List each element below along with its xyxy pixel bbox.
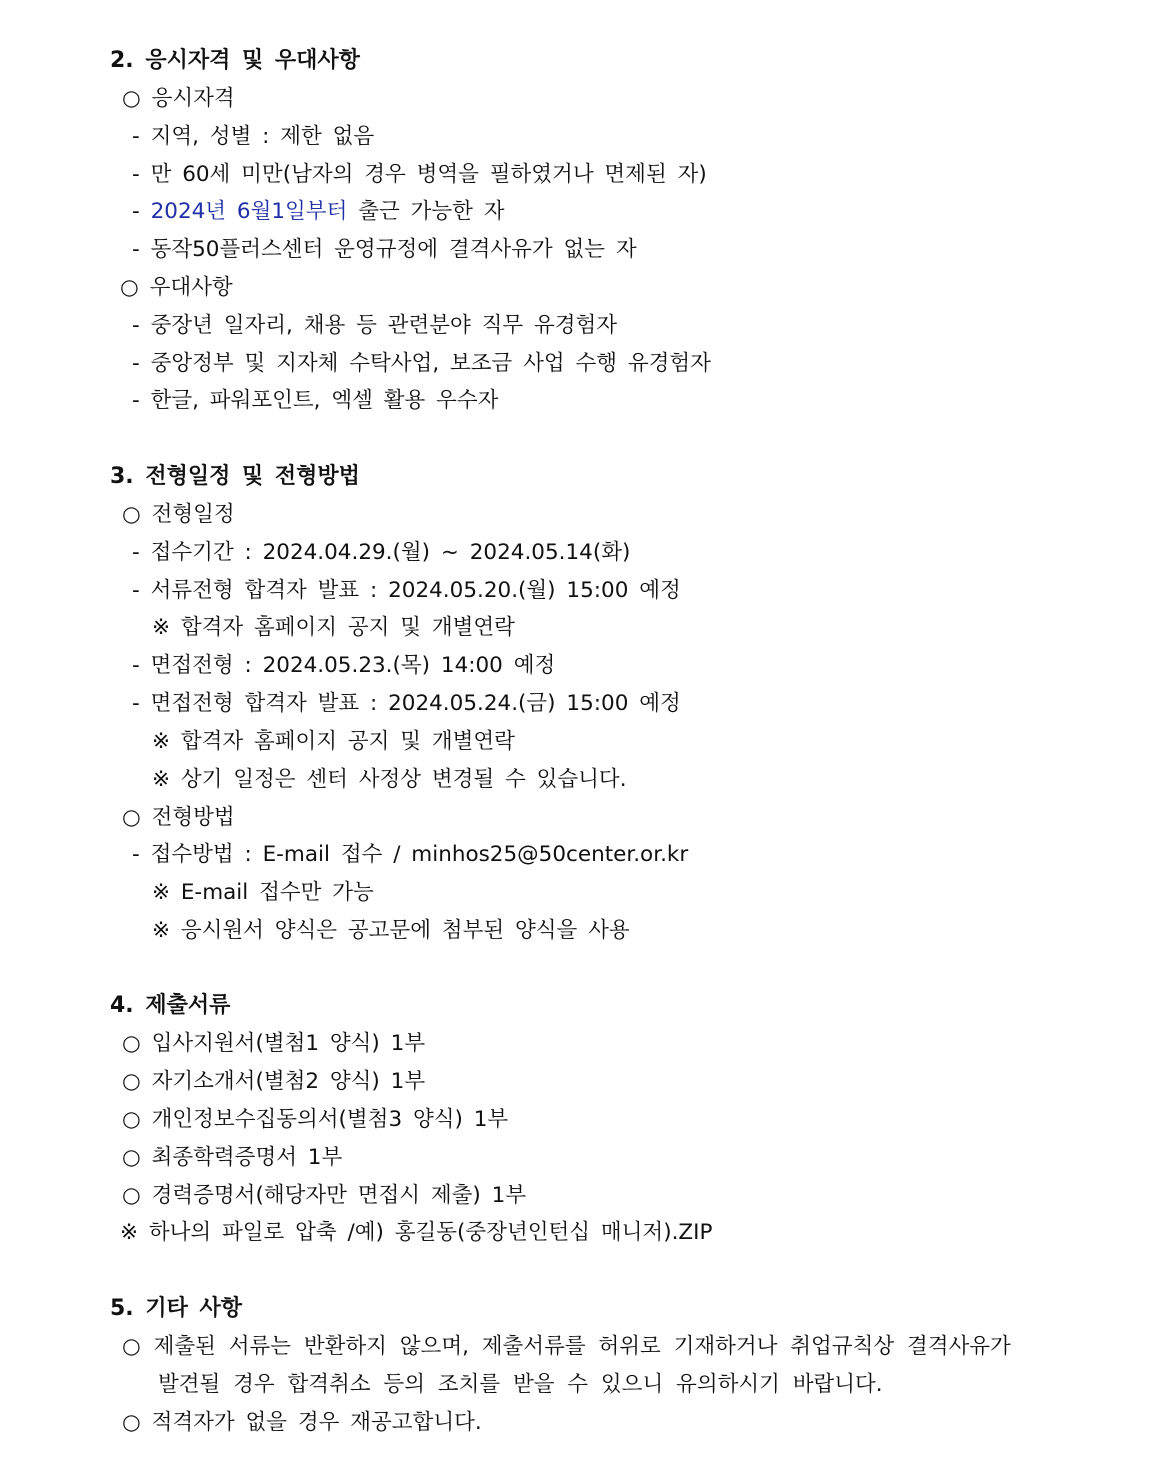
- method-header: ○ 전형방법: [122, 805, 235, 830]
- method-note: ※ 응시원서 양식은 공고문에 첨부된 양식을 사용: [152, 918, 630, 943]
- method-note: ※ E-mail 접수만 가능: [152, 880, 374, 905]
- preference-item: - 한글, 파워포인트, 엑셀 활용 우수자: [132, 388, 499, 413]
- document-item: ○ 입사지원서(별첨1 양식) 1부: [122, 1031, 426, 1056]
- preference-item: - 중앙정부 및 지자체 수탁사업, 보조금 사업 수행 유경험자: [132, 351, 711, 376]
- schedule-line: - 서류전형 합격자 발표 : 2024.05.20.(월) 15:00 예정: [132, 578, 681, 603]
- schedule-line: - 면접전형 : 2024.05.23.(목) 14:00 예정: [132, 653, 556, 678]
- qualification-item: - 지역, 성별 : 제한 없음: [132, 124, 375, 149]
- document-note: ※ 하나의 파일로 압축 /예) 홍길동(중장년인턴십 매니저).ZIP: [120, 1220, 713, 1245]
- document-item: ○ 개인정보수집동의서(별첨3 양식) 1부: [122, 1107, 509, 1132]
- document-item: ○ 경력증명서(해당자만 면접시 제출) 1부: [122, 1183, 527, 1208]
- schedule-line: - 면접전형 합격자 발표 : 2024.05.24.(금) 15:00 예정: [132, 691, 681, 716]
- section-4-title: 4. 제출서류: [110, 993, 231, 1018]
- other-item-continuation: 발견될 경우 합격취소 등의 조치를 받을 수 있으니 유의하시기 바랍니다.: [158, 1372, 883, 1397]
- qualification-item: - 만 60세 미만(남자의 경우 병역을 필하였거나 면제된 자): [132, 162, 707, 187]
- start-date-prefix: -: [132, 199, 151, 224]
- qualification-item: - 동작50플러스센터 운영규정에 결격사유가 없는 자: [132, 237, 637, 262]
- preference-header: ○ 우대사항: [120, 275, 233, 300]
- method-line: - 접수방법 : E-mail 접수 / minhos25@50center.or.kr: [132, 842, 689, 867]
- section-2-title: 2. 응시자격 및 우대사항: [110, 48, 360, 73]
- schedule-note: ※ 상기 일정은 센터 사정상 변경될 수 있습니다.: [152, 767, 627, 792]
- schedule-note: ※ 합격자 홈페이지 공지 및 개별연락: [152, 729, 515, 754]
- start-date-item: [132, 197, 504, 227]
- schedule-header: ○ 전형일정: [122, 502, 235, 527]
- document-item: ○ 최종학력증명서 1부: [122, 1145, 343, 1170]
- document-item: ○ 자기소개서(별첨2 양식) 1부: [122, 1069, 426, 1094]
- section-5-title: 5. 기타 사항: [110, 1296, 242, 1321]
- schedule-line: - 접수기간 : 2024.04.29.(월) ~ 2024.05.14(화): [132, 540, 631, 565]
- start-date-rest: 출근 가능한 자: [347, 199, 505, 224]
- schedule-note: ※ 합격자 홈페이지 공지 및 개별연락: [152, 615, 515, 640]
- section-3-title: 3. 전형일정 및 전형방법: [110, 464, 360, 489]
- qualification-header: ○ 응시자격: [122, 86, 235, 111]
- start-date-highlight: 2024년 6월1일부터: [150, 199, 348, 224]
- preference-item: - 중장년 일자리, 채용 등 관련분야 직무 유경험자: [132, 313, 618, 338]
- other-item: ○ 제출된 서류는 반환하지 않으며, 제출서류를 허위로 기재하거나 취업규칙상 결격사유가: [122, 1334, 1011, 1359]
- other-item: ○ 적격자가 없을 경우 재공고합니다.: [122, 1410, 482, 1435]
